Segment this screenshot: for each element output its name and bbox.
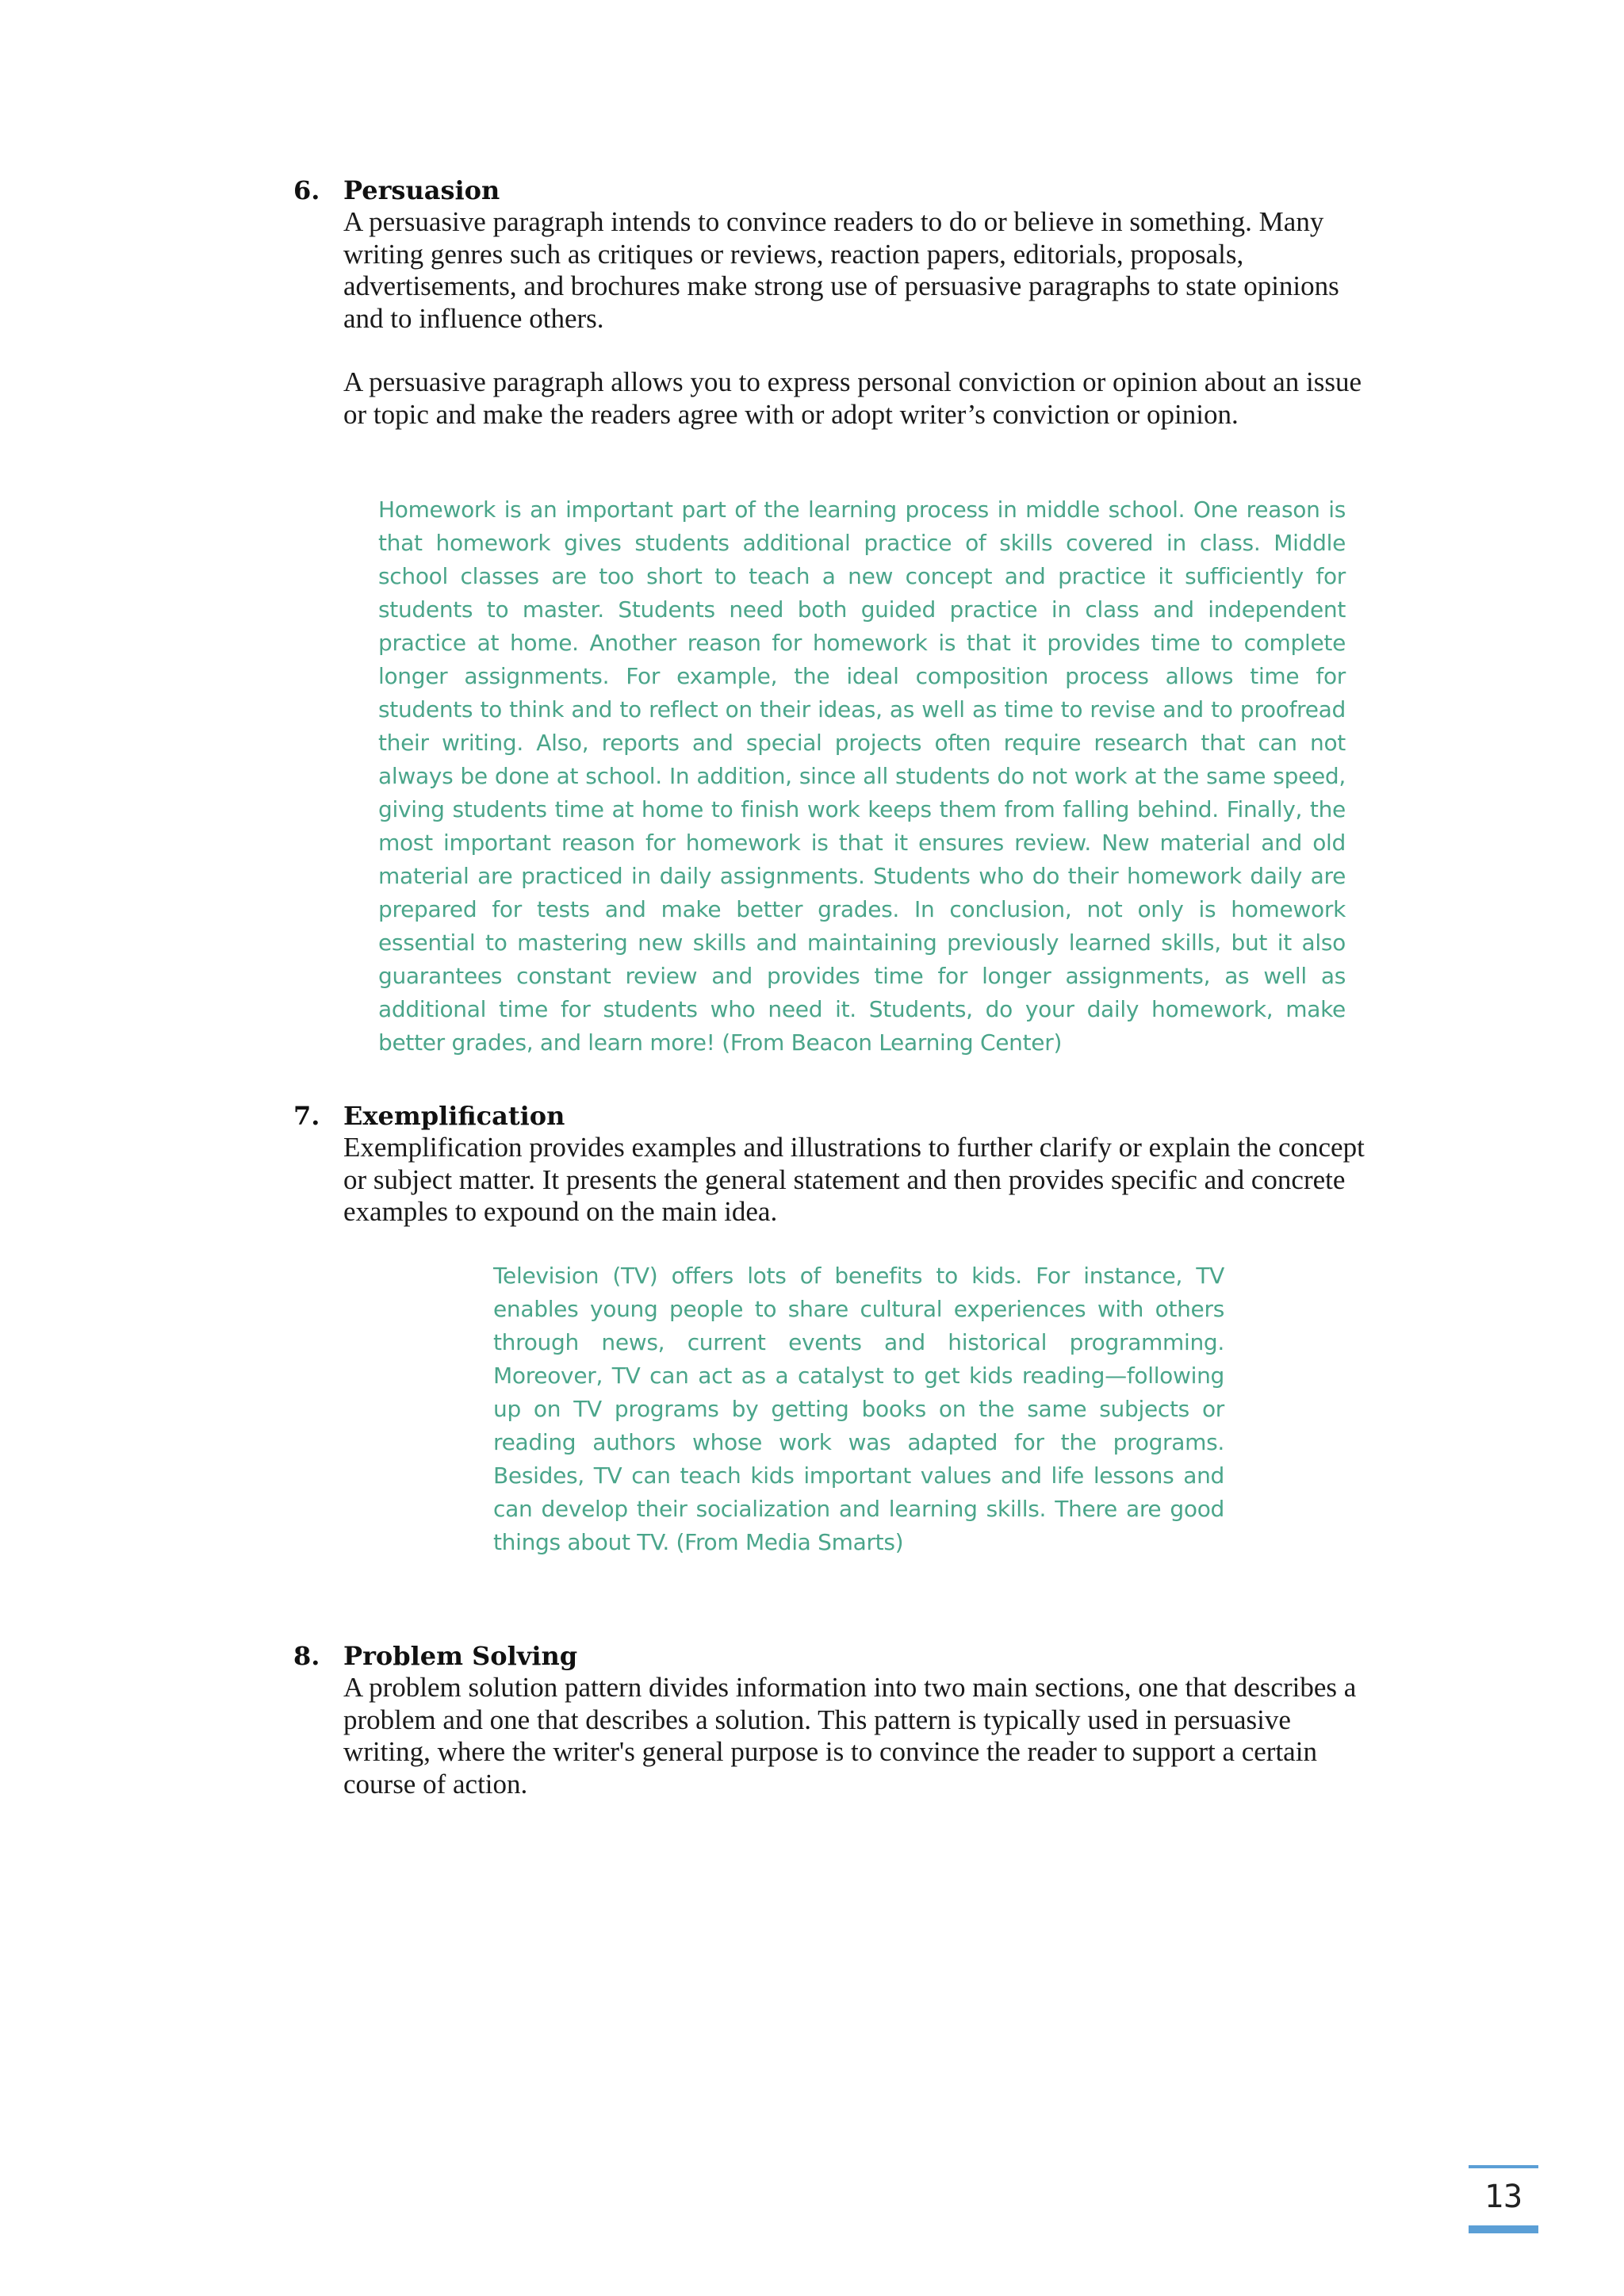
section-heading (293, 174, 1372, 206)
section-title: Persuasion (343, 175, 500, 205)
example-paragraph-exemplification: Television (TV) offers lots of benefits to kids. For instance, TV enables young people to share cultural experiences with others through news, current events and historical programming. Moreover, TV can act as a catalyst to get kids reading—following up on TV programs by getting books on the same subjects or reading authors whose work was adapted for the programs. Besides, TV can teach kids important values and life lessons and can develop their socialization and learning skills. There are good things about TV. (From Media Smarts) (493, 1263, 1224, 1555)
section-heading (293, 1640, 1372, 1672)
section-exemplification (293, 1100, 1372, 1228)
section-number: 8. (293, 1641, 320, 1671)
section-number: 6. (293, 175, 320, 205)
section-paragraph: A persuasive paragraph allows you to express personal conviction or opinion about an issue or topic and make the readers agree with or adopt writer’s conviction or opinion. (343, 366, 1362, 430)
section-title: Problem Solving (343, 1641, 578, 1671)
section-persuasion (293, 174, 1372, 431)
section-paragraph: A persuasive paragraph intends to convince readers to do or believe in something. Many writing genres such as critiques or reviews, reaction papers, editorials, proposals, advertisements, and brochures make strong use of persuasive paragraphs to state opinions and to influence others. (343, 206, 1339, 334)
section-title: Exemplification (343, 1101, 565, 1131)
section-problem-solving (293, 1640, 1372, 1800)
page-number: 13 (1469, 2165, 1538, 2233)
example-paragraph-persuasion: Homework is an important part of the learning process in middle school. One reason is that homework gives students additional practice of skills covered in class. Middle school classes are too short to teach a new concept and practice it sufficiently for students to master. Students need both guided practice in class and independent practice at home. Another reason for homework is that it provides time to complete longer assignments. For example, the ideal composition process allows time for students to think and to reflect on their ideas, as well as time to revise and to proofread their writing. Also, reports and special projects often require research that can not always be done at school. In addition, since all students do not work at the same speed, giving students time at home to finish work keeps them from falling behind. Finally, the most important reason for homework is that it ensures review. New material and old material are practiced in daily assignments. Students who do their homework daily are prepared for tests and make better grades. In conclusion, not only is homework essential to mastering new skills and maintaining previously learned skills, but it also guarantees constant review and provides time for longer assignments, as well as additional time for students who need it. Students, do your daily homework, make better grades, and learn more! (From Beacon Learning Center) (378, 496, 1346, 1056)
section-number: 7. (293, 1101, 320, 1131)
section-paragraph: Exemplification provides examples and illustrations to further clarify or explain the concept or subject matter. It presents the general statement and then provides specific and concrete examples to expound on the main idea. (343, 1132, 1365, 1227)
section-paragraph: A problem solution pattern divides information into two main sections, one that describes a problem and one that describes a solution. This pattern is typically used in persuasive writing, where the writer's general purpose is to convince the reader to support a certain course of action. (343, 1672, 1357, 1800)
section-heading (293, 1100, 1372, 1132)
